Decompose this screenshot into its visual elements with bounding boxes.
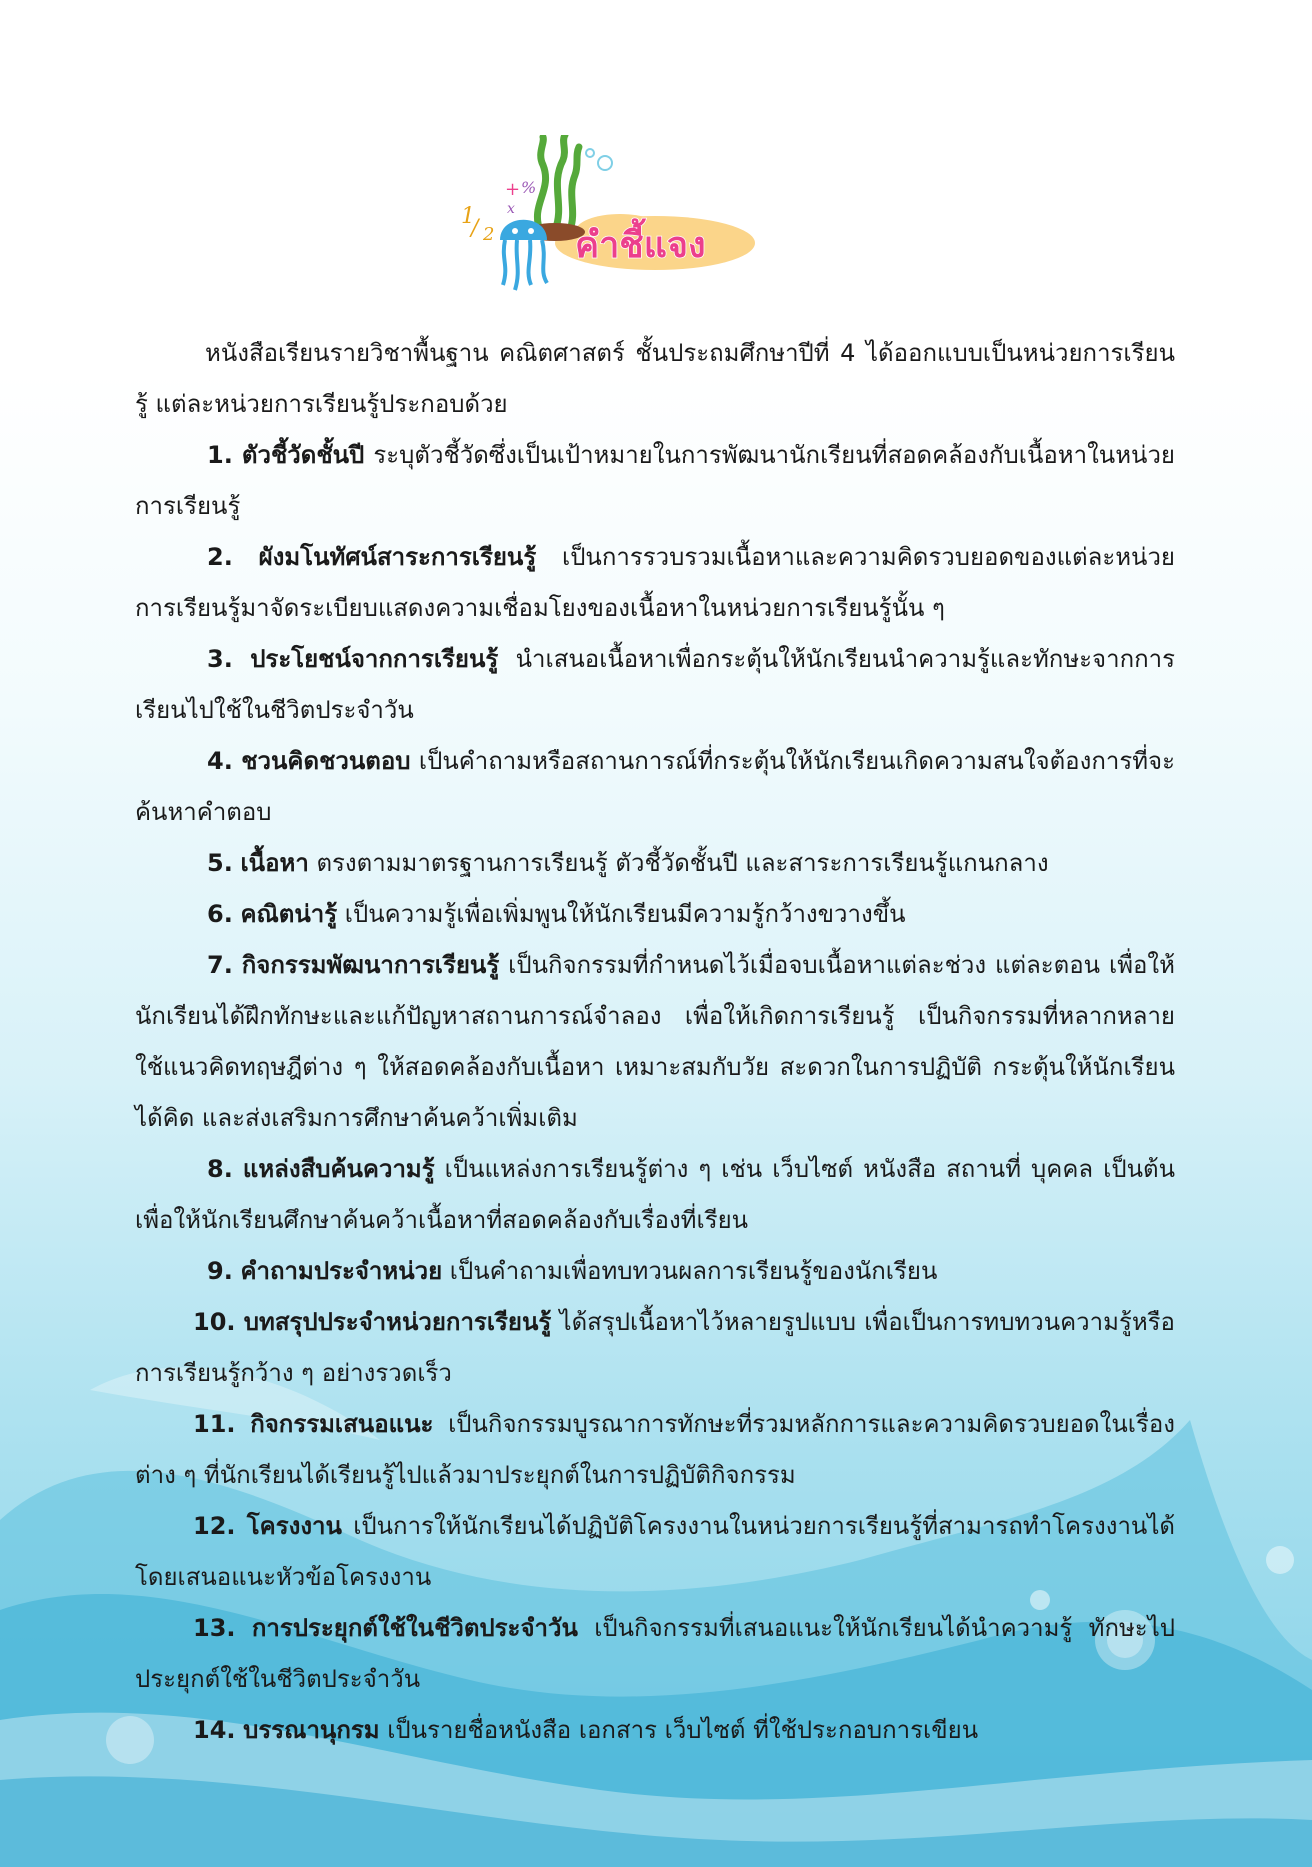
item-term: ผังมโนทัศน์สาระการเรียนรู้	[258, 543, 537, 571]
item-term: ประโยชน์จากการเรียนรู้	[250, 645, 499, 673]
item-number: 9.	[207, 1257, 233, 1285]
svg-text:/: /	[471, 216, 479, 241]
item-term: บทสรุปประจำหน่วยการเรียนรู้	[243, 1308, 552, 1336]
item-description: เป็นรายชื่อหนังสือ เอกสาร เว็บไซต์ ที่ใช้ประกอบการเขียน	[387, 1716, 979, 1744]
svg-text:+: +	[505, 179, 521, 200]
item-number: 5.	[207, 849, 233, 877]
item-number: 7.	[207, 951, 233, 979]
item-number: 10.	[193, 1308, 236, 1336]
item-description: ระบุตัวชี้วัดซึ่งเป็นเป้าหมายในการพัฒนานักเรียนที่สอดคล้องกับเนื้อหาในหน่วยการเรียนรู้	[135, 441, 1175, 520]
item-number: 8.	[207, 1155, 233, 1183]
item-term: โครงงาน	[246, 1512, 342, 1540]
bubble-icon	[598, 156, 612, 170]
item-description: ได้สรุปเนื้อหาไว้หลายรูปแบบ เพื่อเป็นการทบทวนความรู้หรือการเรียนรู้กว้าง ๆ อย่างรวดเร็ว	[135, 1308, 1175, 1387]
intro-paragraph: หนังสือเรียนรายวิชาพื้นฐาน คณิตศาสตร์ ชั้นประถมศึกษาปีที่ 4 ได้ออกแบบเป็นหน่วยการเรียนรู้ แต่ละหน่วยการเรียนรู้ประกอบด้วย	[135, 339, 1175, 418]
seaweed-icon	[537, 135, 579, 230]
header-illustration	[455, 135, 775, 295]
svg-text:2: 2	[483, 224, 495, 245]
item-term: ตัวชี้วัดชั้นปี	[241, 441, 365, 469]
list-item	[135, 634, 1175, 736]
list-item	[135, 940, 1175, 1144]
item-term: กิจกรรมพัฒนาการเรียนรู้	[241, 951, 500, 979]
item-number: 13.	[193, 1614, 236, 1642]
item-number: 2.	[207, 543, 233, 571]
list-item	[135, 838, 1175, 889]
item-description: เป็นกิจกรรมบูรณาการทักษะที่รวมหลักการและความคิดรวบยอดในเรื่องต่าง ๆ ที่นักเรียนได้เรียนรู้ไปแล้วมาประยุกต์ในการปฏิบัติกิจกรรม	[135, 1410, 1175, 1489]
item-term: แหล่งสืบค้นความรู้	[242, 1155, 435, 1183]
list-item	[135, 736, 1175, 838]
svg-text:x: x	[507, 201, 515, 217]
list-item	[135, 1399, 1175, 1501]
item-number: 12.	[193, 1512, 236, 1540]
item-term: คำถามประจำหน่วย	[240, 1257, 443, 1285]
item-number: 1.	[207, 441, 233, 469]
item-number: 3.	[207, 645, 233, 673]
item-description: เป็นความรู้เพื่อเพิ่มพูนให้นักเรียนมีความรู้กว้างขวางขึ้น	[344, 900, 906, 928]
item-term: บรรณานุกรม	[243, 1716, 380, 1744]
item-description: เป็นคำถามเพื่อทบทวนผลการเรียนรู้ของนักเรียน	[449, 1257, 938, 1285]
item-description: เป็นการให้นักเรียนได้ปฏิบัติโครงงานในหน่วยการเรียนรู้ที่สามารถทำโครงงานได้โดยเสนอแนะหัวข้อโครงงาน	[135, 1512, 1175, 1591]
item-number: 6.	[207, 900, 233, 928]
item-description: นำเสนอเนื้อหาเพื่อกระตุ้นให้นักเรียนนำความรู้และทักษะจากการเรียนไปใช้ในชีวิตประจำวัน	[135, 645, 1175, 724]
item-term: การประยุกต์ใช้ในชีวิตประจำวัน	[251, 1614, 578, 1642]
item-term: กิจกรรมเสนอแนะ	[250, 1410, 434, 1438]
item-description: เป็นแหล่งการเรียนรู้ต่าง ๆ เช่น เว็บไซต์ หนังสือ สถานที่ บุคคล เป็นต้น เพื่อให้นักเรียนศึกษาค้นคว้าเนื้อหาที่สอดคล้องกับเรื่องที่เรียน	[135, 1155, 1175, 1234]
item-number: 14.	[193, 1716, 236, 1744]
item-number: 11.	[193, 1410, 236, 1438]
list-item	[135, 889, 1175, 940]
svg-text:1: 1	[461, 204, 475, 229]
list-item	[135, 1603, 1175, 1705]
item-number: 4.	[207, 747, 233, 775]
instructions-body	[135, 328, 1175, 1756]
svg-text:%: %	[521, 178, 537, 197]
item-description: ตรงตามมาตรฐานการเรียนรู้ ตัวชี้วัดชั้นปี และสาระการเรียนรู้แกนกลาง	[316, 849, 1049, 877]
item-term: คณิตน่ารู้	[240, 900, 338, 928]
item-description: เป็นกิจกรรมที่เสนอแนะให้นักเรียนได้นำความรู้ ทักษะไปประยุกต์ใช้ในชีวิตประจำวัน	[135, 1614, 1175, 1693]
item-description: เป็นการรวบรวมเนื้อหาและความคิดรวบยอดของแต่ละหน่วยการเรียนรู้มาจัดระเบียบแสดงความเชื่อมโยงของเนื้อหาในหน่วยการเรียนรู้นั้น ๆ	[135, 543, 1175, 622]
list-item	[135, 1501, 1175, 1603]
list-item	[135, 1144, 1175, 1246]
item-description: เป็นกิจกรรมที่กำหนดไว้เมื่อจบเนื้อหาแต่ละช่วง แต่ละตอน เพื่อให้นักเรียนได้ฝึกทักษะและแก้ปัญหาสถานการณ์จำลอง เพื่อให้เกิดการเรียนรู้ เป็นกิจกรรมที่หลากหลาย ใช้แนวคิดทฤษฎีต่าง ๆ ให้สอดคล้องกับเนื้อหา เหมาะสมกับวัย สะดวกในการปฏิบัติ กระตุ้นให้นักเรียนได้คิด และส่งเสริมการศึกษาค้นคว้าเพิ่มเติม	[135, 951, 1175, 1132]
jellyfish-icon	[500, 220, 547, 290]
page-title: คำชี้แจง	[575, 225, 706, 266]
item-term: เนื้อหา	[240, 849, 309, 877]
list-item	[135, 1297, 1175, 1399]
item-term: ชวนคิดชวนตอบ	[241, 747, 411, 775]
list-item	[135, 1246, 1175, 1297]
list-item	[135, 532, 1175, 634]
list-item	[135, 1705, 1175, 1756]
item-description: เป็นคำถามหรือสถานการณ์ที่กระตุ้นให้นักเรียนเกิดความสนใจต้องการที่จะค้นหาคำตอบ	[135, 747, 1175, 826]
list-item	[135, 430, 1175, 532]
